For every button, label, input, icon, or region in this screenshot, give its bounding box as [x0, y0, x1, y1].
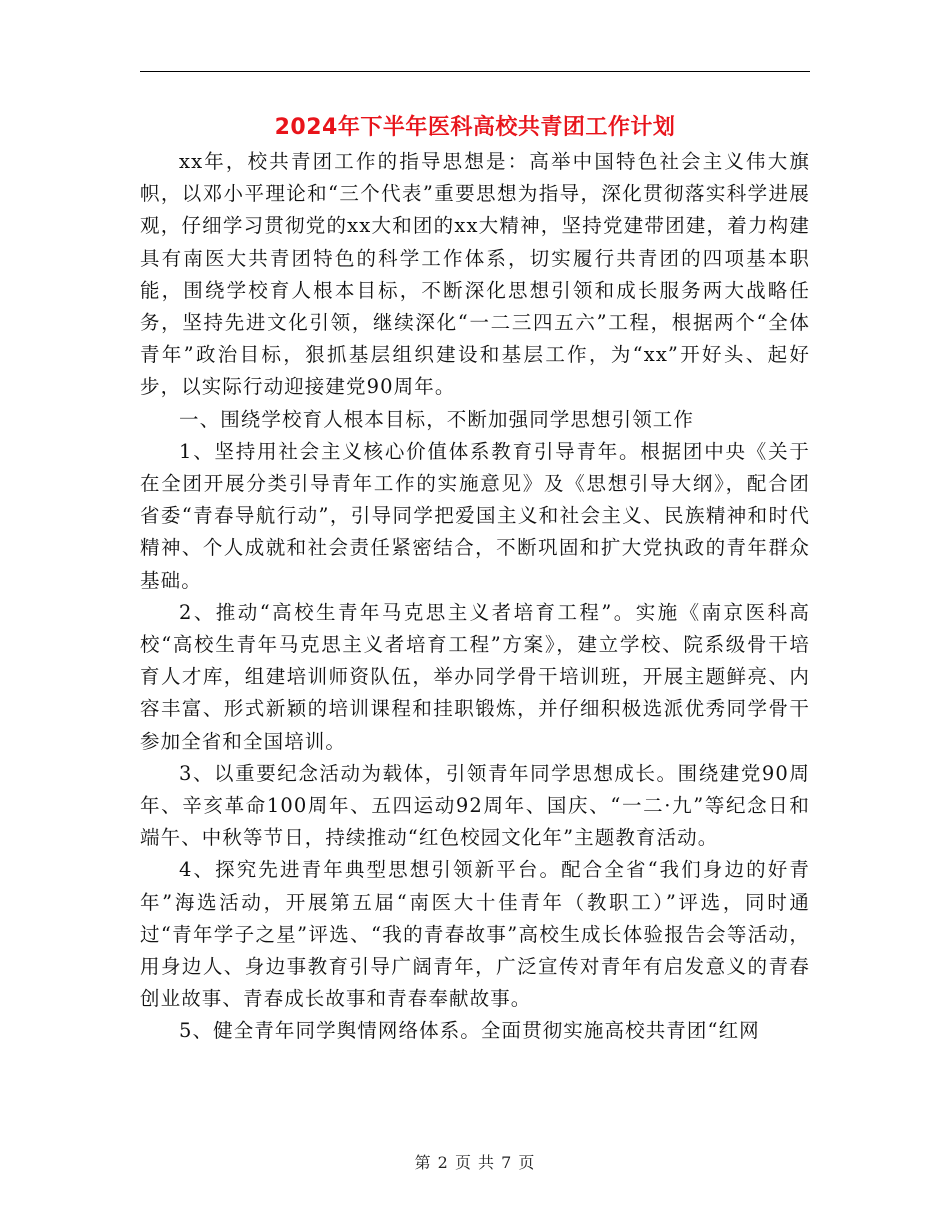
paragraph-item-4: 4、探究先进青年典型思想引领新平台。配合全省“我们身边的好青年”海选活动，开展第五届“南医大十佳青年（教职工）”评选，同时通过“青年学子之星”评选、“我的青春故事”高校生成长体验报告会等活动，用身边人、身边事教育引导广阔青年，广泛宣传对青年有启发意义的青春创业故事、青春成长故事和青春奉献故事。 [140, 858, 810, 1011]
paragraph-item-5: 5、健全青年同学舆情网络体系。全面贯彻实施高校共青团“红网 [179, 1019, 760, 1043]
document-title: 2024年下半年医科高校共青团工作计划 [274, 115, 676, 140]
page-number-label: 第 2 页 共 7 页 [414, 1153, 536, 1172]
paragraph-intro: xx年，校共青团工作的指导思想是：高举中国特色社会主义伟大旗帜，以邓小平理论和“三个代表”重要思想为指导，深化贯彻落实科学进展观，仔细学习贯彻党的xx大和团的xx大精神，坚持党建带团建，着力构建具有南医大共青团特色的科学工作体系，切实履行共青团的四项基本职能，围绕学校育人根本目标，不断深化思想引领和成长服务两大战略任务，坚持先进文化引领，继续深化“一二三四五六”工程，根据两个“全体青年”政治目标，狠抓基层组织建设和基层工作，为“xx”开好头、起好步，以实际行动迎接建党90周年。 [140, 150, 810, 399]
section-heading-1: 一、围绕学校育人根本目标，不断加强同学思想引领工作 [179, 407, 695, 431]
page-footer [0, 1153, 950, 1173]
document-body [140, 146, 810, 1048]
paragraph-item-3: 3、以重要纪念活动为载体，引领青年同学思想成长。围绕建党90周年、辛亥革命100周年、五四运动92周年、国庆、“一二·九”等纪念日和端午、中秋等节日，持续推动“红色校园文化年”主题教育活动。 [140, 761, 810, 850]
paragraph-item-1: 1、坚持用社会主义核心价值体系教育引导青年。根据团中央《关于在全团开展分类引导青年工作的实施意见》及《思想引导大纲》，配合团省委“青春导航行动”，引导同学把爱国主义和社会主义、民族精神和时代精神、个人成就和社会责任紧密结合，不断巩固和扩大党执政的青年群众基础。 [140, 439, 810, 592]
header-rule [140, 71, 810, 72]
paragraph-item-2: 2、推动“高校生青年马克思主义者培育工程”。实施《南京医科高校“高校生青年马克思主义者培育工程”方案》，建立学校、院系级骨干培育人才库，组建培训师资队伍，举办同学骨干培训班，开展主题鲜亮、内容丰富、形式新颖的培训课程和挂职锻炼，并仔细积极选派优秀同学骨干参加全省和全国培训。 [140, 600, 810, 753]
